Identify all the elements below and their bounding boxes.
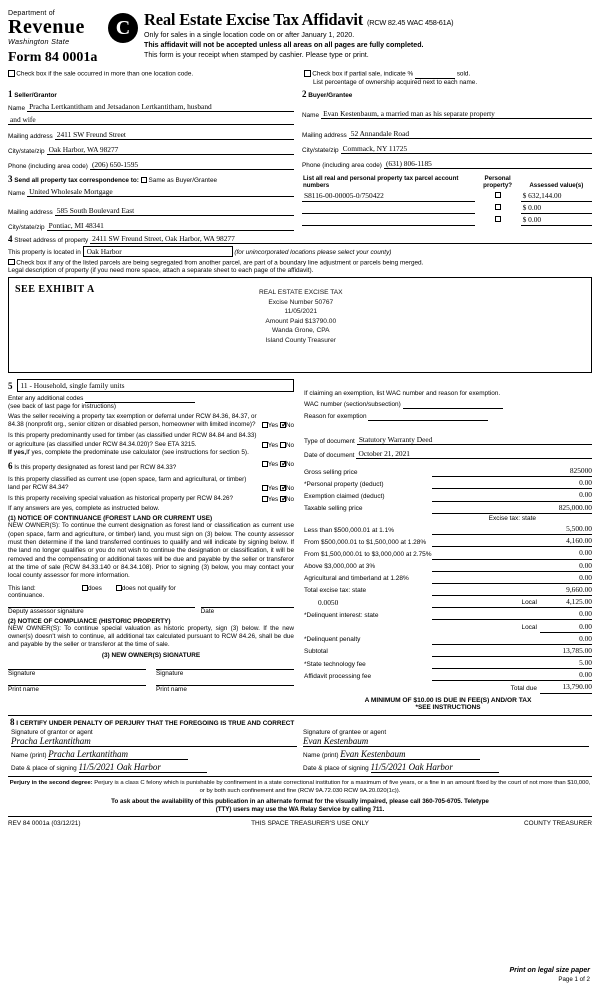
form-number: Form 84 0001a <box>8 50 98 65</box>
located-in-label: This property is located in <box>8 248 81 256</box>
seller-citystate-label: City/state/zip <box>8 147 45 155</box>
property-address-section <box>8 234 592 275</box>
buyer-citystate-label: City/state/zip <box>302 146 339 154</box>
money-amount-7[interactable]: 0.00 <box>540 547 592 559</box>
money-amount-1[interactable]: 0.00 <box>540 477 592 489</box>
money-label-2: Exemption claimed (deduct) <box>304 492 385 500</box>
deputy-assessor-date-label[interactable]: Date <box>201 607 294 615</box>
historic-no-checkbox[interactable] <box>280 496 286 502</box>
timber-yes-checkbox[interactable] <box>262 442 268 448</box>
parcel-value-1[interactable]: $ 0.00 <box>521 201 592 213</box>
land-does-label: does <box>88 584 102 592</box>
stamp-line3: 11/05/2021 <box>284 308 318 316</box>
stamp-line2: Excise Number 50767 <box>268 298 334 306</box>
money-label-7: From $1,500,000.01 to $3,000,000 at 2.75% <box>304 550 432 558</box>
land-doesnot-checkbox[interactable] <box>116 585 122 591</box>
correspondence-section <box>8 174 300 231</box>
buyer-name-input[interactable]: Evan Kestenbaum, a married man as his separate property <box>321 109 592 119</box>
grantor-date-input[interactable]: 11/5/2021 Oak Harbor <box>79 762 207 773</box>
new-owner-signature-2[interactable]: Signature <box>156 669 294 677</box>
seller-number: 1 <box>8 88 13 99</box>
dept-line1: Department of <box>8 10 55 17</box>
table-row <box>302 201 592 213</box>
seller-name-label: Name <box>8 104 26 112</box>
money-label-16: *State technology fee <box>304 660 366 668</box>
seller-name-input[interactable]: Pracha Lertkantitham and Jetsadanon Lertkantitham, husband <box>27 102 294 112</box>
same-as-buyer-checkbox[interactable] <box>141 177 147 183</box>
notice-continuance-title: (1) NOTICE OF CONTINUANCE (FOREST LAND OR CURRENT USE) <box>8 515 213 523</box>
table-row <box>304 620 592 632</box>
doc-date-label: Date of document <box>304 452 355 459</box>
seller-name-line2[interactable]: and wife <box>8 115 294 125</box>
money-amount-6[interactable]: 4,160.00 <box>540 535 592 547</box>
currentuse-no-checkbox[interactable] <box>280 485 286 491</box>
dept-revenue: Revenue <box>8 16 85 38</box>
timber-question-text: Is this property predominantly used for timber (as classified under RCW 84.84 and 84.33) or agriculture (as classified under RCW 84.34.020)? See ETA 3215. <box>8 432 257 448</box>
page-title-citation: (RCW 82.45 WAC 458-61A) <box>367 18 454 27</box>
partial-sale-checkbox[interactable] <box>304 70 311 77</box>
seller-mailing-label: Mailing address <box>8 132 53 140</box>
exemption-yes-checkbox[interactable] <box>262 422 268 428</box>
forest-land-question: Is this property designated as forest land per RCW 84.33? <box>14 464 177 472</box>
tax-calculation-table <box>304 465 592 694</box>
buyer-mailing-input[interactable]: 52 Annandale Road <box>349 129 592 139</box>
parcel-personal-checkbox-2[interactable] <box>495 216 501 222</box>
segregation-label: Check box if any of the listed parcels are being segregated from another parcel, are part of a boundary line adjustment or parcels being merged. <box>16 259 424 266</box>
land-use-code-input[interactable]: 11 - Household, single family units <box>17 379 295 392</box>
seller-heading: Seller/Grantor <box>14 91 57 99</box>
money-label-15: Subtotal <box>304 648 328 656</box>
seller-citystate-input[interactable]: Oak Harbor, WA 98277 <box>47 145 294 155</box>
new-owner-signature-1[interactable]: Signature <box>8 669 146 677</box>
additional-codes-label: Enter any additional codes <box>8 395 84 402</box>
money-label-17: Affidavit processing fee <box>304 672 372 680</box>
print-legal-note: Print on legal size paper <box>509 967 590 974</box>
table-row <box>304 608 592 620</box>
table-row <box>304 632 592 644</box>
ada-line2: (TTY) users may use the WA Relay Service by calling 711. <box>215 805 385 813</box>
money-amount-13[interactable]: 0.00 <box>540 620 592 632</box>
seller-phone-input[interactable]: (206) 650-1595 <box>90 160 294 170</box>
parcel-personal-checkbox-1[interactable] <box>495 204 501 210</box>
money-label-8: Above $3,000,000 at 3% <box>304 563 376 571</box>
county-treasurer-label: COUNTY TREASURER <box>524 820 592 828</box>
form-revision: REV 84 0001a (03/12/21) <box>8 820 81 828</box>
correspondence-citystate-label: City/state/zip <box>8 223 45 231</box>
grantee-printname-label: Name (print) <box>303 751 339 759</box>
table-row <box>304 523 592 535</box>
buyer-phone-label: Phone (including area code) <box>302 161 382 169</box>
parcel-personal-checkbox-0[interactable] <box>495 192 501 198</box>
buyer-phone-input[interactable]: (631) 806-1185 <box>384 159 592 169</box>
grantee-signature-input[interactable]: Evan Kestenbaum <box>303 736 589 747</box>
section5-number: 5 <box>8 380 13 391</box>
correspondence-citystate-input[interactable]: Pontiac, MI 48341 <box>47 221 294 231</box>
grantor-date-label: Date & place of signing <box>11 764 77 772</box>
parcel-account-2[interactable] <box>302 213 475 225</box>
notice-compliance-body: NEW OWNER(S): To continue special valuation as historic property, sign (3) below. If the new owner(s) doesn't wish to continue, all additional tax calculated pursuant to RCW 84.26, shall be due and payable by the seller or transferor at the time of sale. <box>8 624 294 649</box>
form-header <box>8 10 592 66</box>
parcel-table <box>302 175 592 226</box>
doc-type-label: Type of document <box>304 438 355 445</box>
page-number: Page 1 of 2 <box>558 976 590 983</box>
current-use-question: Is this property classified as current use (open space, farm and agricultural, or timber) land per RCW 84.34? <box>8 475 247 491</box>
minimum-due-note: A MINIMUM OF $10.00 IS DUE IN FEE(S) AND/OR TAX <box>364 696 532 704</box>
buyer-number: 2 <box>302 88 307 99</box>
exemption-no-label: No <box>285 422 294 430</box>
located-in-note: (for unincorporated locations please select your county) <box>234 248 392 256</box>
timber-no-checkbox[interactable] <box>280 442 286 448</box>
historic-yes-checkbox[interactable] <box>262 496 268 502</box>
treasurer-stamp <box>259 288 343 345</box>
partial-sale-label: Check box if partial sale, indicate % <box>312 70 414 78</box>
certification-heading: I CERTIFY UNDER PENALTY OF PERJURY THAT THE FOREGOING IS TRUE AND CORRECT <box>16 719 295 727</box>
reason-exemption-label: Reason for exemption <box>304 413 367 420</box>
timber-no-label: No <box>285 441 294 449</box>
new-owner-printname-1[interactable]: Print name <box>8 685 146 693</box>
see-instructions-note: *SEE INSTRUCTIONS <box>415 703 481 711</box>
stamp-line5: Wanda Grone, CPA <box>272 327 330 335</box>
money-label-10: Total excise tax: state <box>304 587 367 595</box>
page-title-text: Real Estate Excise Tax Affidavit <box>144 10 364 29</box>
parcel-account-1[interactable] <box>302 201 475 213</box>
money-label-5: Less than $500,000.01 at 1.1% <box>304 526 394 534</box>
parcel-table-section <box>300 174 592 231</box>
local-rate-value[interactable]: 0.0050 <box>318 597 339 607</box>
header-sub3: This form is your receipt when stamped by cashier. Please type or print. <box>144 50 369 59</box>
table-row <box>304 489 592 501</box>
buyer-name-label: Name <box>302 111 320 119</box>
forest-no-checkbox[interactable] <box>280 461 286 467</box>
seller-section <box>8 89 300 170</box>
money-amount-8[interactable]: 0.00 <box>540 559 592 571</box>
section4-number: 4 <box>8 233 13 244</box>
buyer-mailing-label: Mailing address <box>302 131 347 139</box>
money-amount-11[interactable]: 4,125.00 <box>540 596 592 608</box>
table-row <box>304 669 592 681</box>
parcel-col-assessed: Assessed value(s) <box>529 181 584 189</box>
currentuse-yes-checkbox[interactable] <box>262 485 268 491</box>
table-row <box>304 644 592 656</box>
table-row <box>304 535 592 547</box>
see-back-note: (see back of last page for instructions) <box>8 403 116 410</box>
stamp-line6: Island County Treasurer <box>265 336 336 344</box>
stamp-line1: REAL ESTATE EXCISE TAX <box>259 289 343 296</box>
money-amount-0[interactable]: 825000 <box>540 465 592 477</box>
agency-logo-block <box>8 10 138 66</box>
buyer-citystate-input[interactable]: Commack, NY 11725 <box>341 144 592 154</box>
money-amount-16[interactable]: 5.00 <box>540 657 592 669</box>
grantor-signature-label: Signature of grantor or agent <box>11 728 93 736</box>
reason-exemption-input[interactable] <box>368 413 488 421</box>
table-row <box>8 761 592 774</box>
grantor-printname-input[interactable]: Pracha Lertkantitham <box>48 749 188 760</box>
correspondence-name-label: Name <box>8 189 26 197</box>
table-row <box>304 465 592 477</box>
legal-description-box[interactable] <box>8 277 592 373</box>
partial-sale-note: List percentage of ownership acquired next to each name. <box>313 78 478 86</box>
money-label-18: Total due <box>510 684 537 692</box>
table-row <box>304 681 592 693</box>
located-in-input[interactable]: Oak Harbor <box>83 246 233 257</box>
legal-description-label: Legal description of property (if you need more space, attach a separate sheet to each page of the affidavit). <box>8 267 314 274</box>
stamp-line4: Amount Paid $13790.00 <box>265 317 337 325</box>
money-amount-2[interactable]: 0.00 <box>540 489 592 501</box>
exemption-no-checkbox[interactable] <box>280 422 286 428</box>
notice-compliance-title: (2) NOTICE OF COMPLIANCE (HISTORIC PROPERTY) <box>8 617 171 625</box>
deputy-assessor-signature-label[interactable]: Deputy assessor signature <box>8 607 195 615</box>
parcel-value-2[interactable]: $ 0.00 <box>521 213 592 225</box>
historic-question: Is this property receiving special valuation as historical property per RCW 84.26? <box>8 495 234 503</box>
affidavit-page: Department of Revenue Washington State C Form 84 0001a Real Estate Excise Tax Affidavit (RCW 82.45 WAC 458-61A) Only for sales in a single location code on or after January 1, 2020. This affidavit will not be accepted unless all areas on all pages are fully completed. This form is your receipt when stamped by cashier. Please type or print. Check box if the sale occurred in more than one location code. Check box if partial sale, indicate % sold. List percentage of ownership acquired next to each name. 1 Seller/Grantor Name Pracha Lertkantitham and Jetsadanon Lertkantitham, husband and wife Mailing address 2411 SW Freund Street City/state/zip Oak Harbor, WA 98277 Phone (including area code) (206) 650-1595 2 Buyer/Grantee Name Evan Kestenbaum, a married man as his separate property Mailing address 52 Annandale Road City/state/zip Commack, NY 11725 Phone (including area code) (631) 806-1185 3 Send all property tax correspondence to: Same as Buyer/Grantee Name United Wholesale Mortgage Mailing address 585 South Boulevard East City/state/zip Pontiac, MI 48341 List all real and personal property tax parcel account numbers Personal property? Assessed value(s) S8116-00-00005-0/750422 $ 632,144.00 $ 0.00 $ 0.00 4 Street address of property 2411 SW Freund Street, Oak Harbor, WA 98277 This property is located in Oak Harbor (for unincorporated locations please select your county) Check box if any of the listed parcels are being segregated from another parcel, are part of a boundary line adjustment or parcels being merged. Legal description of property (if you need more space, attach a separate sheet to each page of the affidavit). SEE EXHIBIT A REAL ESTATE EXCISE TAX Excise Number 50767 11/05/2021 Amount Paid $13790.00 Wanda Grone, CPA Island County Treasurer 5 11 - Household, single family units Enter any additional codes (see back of last page for instructions) Was the seller receiving a property tax exemption or deferral under RCW 84.36, 84.37, or 84.38 (nonprofit org., senior citizen or disabled person, homeowner with limited income)? Yes ✓ No Is this property predominantly used for timber (as classified under RCW 84.84 and 84.33) or agriculture (as classified under RCW 84.34.020)? See ETA 3215. Yes No If yes,If yes, complete the predominate use calculator (see instructions for section 5). 6 Is this property designated as forest land per RCW 84.33? Yes ✓No Is this property classified as current use (open space, farm and agricultural, or timber) land per RCW 84.34? Yes ✓No Is this property receiving special valuation as historical property per RCW 84.26? Yes ✓No If any answers are yes, complete as instructed below. (1) NOTICE OF CONTINUANCE (FOREST LAND OR CURRENT USE) NEW OWNER(S): To continue the current designation as forest land or classification as current use (open space, farm and agriculture, or timber) land, you must sign on (3) below. The county assessor must then determine if the land transferred continues to qualify and will indicate by signing below. If the land no longer qualifies or you do not wish to continue the designation or classification, it will be removed and the compensating or additional taxes will be due and payable by the seller or transferor at the time of sale (RCW 84.33.140 or 84.34.108). Prior to signing (3) below, you may contact your local county assessor for more information. This land: does does not qualify for continuance. Deputy assessor signature Date (2) NOTICE OF COMPLIANCE (HISTORIC PROPERTY) NEW OWNER(S): To continue special valuation as historic property, sign (3) below. If the new owner(s) doesn't wish to continue, all additional tax calculated pursuant to RCW 84.26, shall be due and payable by the seller or transferor at the time of sale. (3) NEW OWNER(S) SIGNATURE Signature Signature Print name Print name If claiming an exemption, list WAC number and reason for exemption. WAC number (section/subsection) Reason for exemption Type of document Statutory Warranty Deed Date of document October 21, 2021 Gross selling price 825000 *Personal property (deduct) 0.00 Exemption claimed (deduct) 0.00 Taxable selling price 825,000.00 Excise tax: state Less than $500,000.01 at 1.1% 5,500.00 From $500,000.01 to $1,500,000 at 1.28% 4,160.00 From $1,500,000.01 to $3,000,000 at 2.75% 0.00 Above $3,000,000 at 3% 0.00 Agricultural and timberland at 1.28% 0.00 Total excise tax: state 9,660.00 0.0050 Local 4,125.00 *Delinquent interest: state 0.00 Local 0.00 *Delinquent penalty 0.00 Subtotal 13,785.00 *State technology fee 5.00 Affidavit processing fee 0.00 Total due 13,790.00 A MINIMUM OF $10.00 IS DUE IN FEE(S) AND/OR TAX *SEE INSTRUCTIONS 8 I CERTIFY UNDER PENALTY OF PERJURY THAT THE FOREGOING IS TRUE AND CORRECT Signature of grantor or agent Pracha Lertkantitham Signature of grantee or agent Evan Kestenbaum Name (print) Pracha Lertkantitham Name (print) Evan Kestenbaum Date & place of signing 11/5/2021 Oak Harbor Date & place of signing 11/5/2021 Oak Harbor Perjury in the second degree: Perjury is a class C felony which is punishable by confinement in a state correctional institution for a maximum of five years, or a fine in an amount fixed by the court of not more than $10,000, or by both such confinement and fine (RCW 9A.72.030 RCW 9A.20.020(1c)). To ask about the availability of this publication in an alternate format for the visually impaired, please call 360-705-6705. Teletype (TTY) users may use the WA Relay Service by calling 711. REV 84 0001a (03/12/21) THIS SPACE TREASURER'S USE ONLY COUNTY TREASURER Print on legal size paper Page 1 of 2 <box>0 0 600 988</box>
timber-yes-label: Yes <box>267 441 279 449</box>
money-label-1: *Personal property (deduct) <box>304 480 384 488</box>
grantee-signature-label: Signature of grantee or agent <box>303 728 387 736</box>
exemption-question-text: Was the seller receiving a property tax exemption or deferral under RCW 84.36, 84.37, or 84.38 (nonprofit org., senior citizen or disabled person, homeowner with limited income)? <box>8 413 257 429</box>
money-amount-12[interactable]: 0.00 <box>540 608 592 620</box>
doc-type-input[interactable]: Statutory Warranty Deed <box>357 435 592 445</box>
perjury-label: Perjury in the second degree: <box>9 779 93 786</box>
dept-state: Washington State <box>8 37 70 46</box>
continuance-word: continuance. <box>8 591 45 599</box>
table-row <box>302 190 592 202</box>
parcel-col-personal: Personal property? <box>483 174 513 189</box>
money-amount-9[interactable]: 0.00 <box>540 571 592 583</box>
multi-location-label: Check box if the sale occurred in more than one location code. <box>16 70 194 78</box>
section8-number: 8 <box>10 716 15 727</box>
money-amount-18[interactable]: 13,790.00 <box>540 681 592 693</box>
table-row <box>304 583 592 595</box>
legal-description-text: SEE EXHIBIT A <box>15 284 95 295</box>
additional-codes-input[interactable] <box>85 395 195 403</box>
table-row <box>304 513 592 523</box>
money-amount-5[interactable]: 5,500.00 <box>540 523 592 535</box>
parcel-value-0[interactable]: $ 632,144.00 <box>521 190 592 202</box>
money-label-9: Agricultural and timberland at 1.28% <box>304 575 409 583</box>
money-label-4: Excise tax: state <box>488 514 536 522</box>
seller-mailing-input[interactable]: 2411 SW Freund Street <box>55 130 294 140</box>
land-does-checkbox[interactable] <box>82 585 88 591</box>
table-row <box>8 728 592 748</box>
correspondence-heading: Send all property tax correspondence to: <box>14 176 139 184</box>
money-label-12: *Delinquent interest: state <box>304 611 379 619</box>
table-row <box>304 571 592 583</box>
section6-number: 6 <box>8 461 13 472</box>
money-label-3: Taxable selling price <box>304 505 363 513</box>
table-row <box>302 213 592 225</box>
certification-section <box>8 715 592 774</box>
partial-sale-percent-input[interactable] <box>415 71 455 79</box>
correspondence-mailing-input[interactable]: 585 South Boulevard East <box>55 206 294 216</box>
money-amount-4 <box>540 513 592 523</box>
this-land-label: This land: <box>8 584 36 592</box>
street-address-input[interactable]: 2411 SW Freund Street, Oak Harbor, WA 98277 <box>90 234 592 244</box>
doc-date-input[interactable]: October 21, 2021 <box>356 449 592 459</box>
treasurer-use-label: THIS SPACE TREASURER'S USE ONLY <box>251 820 369 828</box>
money-amount-14[interactable]: 0.00 <box>540 632 592 644</box>
segregation-checkbox[interactable] <box>8 259 15 266</box>
exemption-claim-note: If claiming an exemption, list WAC number and reason for exemption. <box>304 390 501 397</box>
grantee-printname-input[interactable]: Evan Kestenbaum <box>340 749 480 760</box>
money-amount-17[interactable]: 0.00 <box>540 669 592 681</box>
ada-line1: To ask about the availability of this publication in an alternate format for the visually impaired, please call 360-705-6705. Teletype <box>111 797 489 805</box>
money-amount-3[interactable]: 825,000.00 <box>540 501 592 513</box>
header-sub1: Only for sales in a single location code on or after January 1, 2020. <box>144 31 355 39</box>
correspondence-name-input[interactable]: United Wholesale Mortgage <box>27 187 294 197</box>
grantee-date-label: Date & place of signing <box>303 764 369 772</box>
buyer-heading: Buyer/Grantee <box>308 91 353 99</box>
new-owner-signature-title: (3) NEW OWNER(S) SIGNATURE <box>101 651 201 659</box>
money-label-14: *Delinquent penalty <box>304 636 361 644</box>
partial-sale-tail: sold. <box>456 70 471 78</box>
forest-yes-checkbox[interactable] <box>262 461 268 467</box>
multi-location-checkbox[interactable] <box>8 70 15 77</box>
same-as-buyer-label: Same as Buyer/Grantee <box>148 176 218 184</box>
grantee-date-input[interactable]: 11/5/2021 Oak Harbor <box>371 762 499 773</box>
header-sub2: This affidavit will not be accepted unless all areas on all pages are fully completed. <box>144 40 424 49</box>
if-any-yes-note: If any answers are yes, complete as instructed below. <box>8 505 160 513</box>
money-amount-10[interactable]: 9,660.00 <box>540 583 592 595</box>
notice-continuance-body: NEW OWNER(S): To continue the current designation as forest land or classification as current use (open space, farm and agriculture, or timber) land, you must sign on (3) below. The county assessor must then determine if the land transferred continues to qualify and will indicate by signing below. If the land no longer qualifies or you do not wish to continue the designation or classification, it will be removed and the compensating or additional taxes will be due and payable by the seller or transferor at the time of sale (RCW 84.33.140 or 84.34.108). Prior to signing (3) below, you may contact your local county assessor for more information. <box>8 522 294 580</box>
seller-phone-label: Phone (including area code) <box>8 162 88 170</box>
exemption-yes-label: Yes <box>267 422 279 430</box>
page-title <box>144 10 592 30</box>
wac-number-label: WAC number (section/subsection) <box>304 401 401 408</box>
money-label-0: Gross selling price <box>304 468 358 476</box>
table-row <box>304 501 592 513</box>
grantor-printname-label: Name (print) <box>11 751 47 759</box>
money-label-13: Local <box>521 624 537 632</box>
parcel-account-0[interactable]: S8116-00-00005-0/750422 <box>302 190 475 202</box>
table-row <box>304 477 592 489</box>
correspondence-number: 3 <box>8 173 13 184</box>
table-row <box>8 748 592 761</box>
parcel-col-accounts: List all real and personal property tax parcel account numbers <box>303 174 459 189</box>
new-owner-printname-2[interactable]: Print name <box>156 685 294 693</box>
money-amount-15[interactable]: 13,785.00 <box>540 644 592 656</box>
timber-note: If yes, complete the predominate use calculator (see instructions for section 5). <box>26 448 249 456</box>
money-label-6: From $500,000.01 to $1,500,000 at 1.28% <box>304 538 427 546</box>
buyer-section <box>300 89 592 170</box>
revenue-swirl-icon: C <box>108 13 138 43</box>
local-rate-label: Local <box>432 596 540 608</box>
grantor-signature-input[interactable]: Pracha Lertkantitham <box>11 736 297 747</box>
perjury-text: Perjury is a class C felony which is punishable by confinement in a state correctional institution for a maximum of five years, or a fine in an amount fixed by the court of not more than $10,000, or by both such confinement and fine (RCW 9A.72.030 RCW 9A.20.020(1c)). <box>94 779 591 794</box>
wac-number-input[interactable] <box>403 401 503 409</box>
land-doesnot-label: does not qualify for <box>121 584 176 592</box>
street-address-label: Street address of property <box>14 236 89 244</box>
table-row <box>304 657 592 669</box>
correspondence-mailing-label: Mailing address <box>8 208 53 216</box>
table-row <box>304 547 592 559</box>
table-row <box>304 596 592 608</box>
table-row <box>304 559 592 571</box>
